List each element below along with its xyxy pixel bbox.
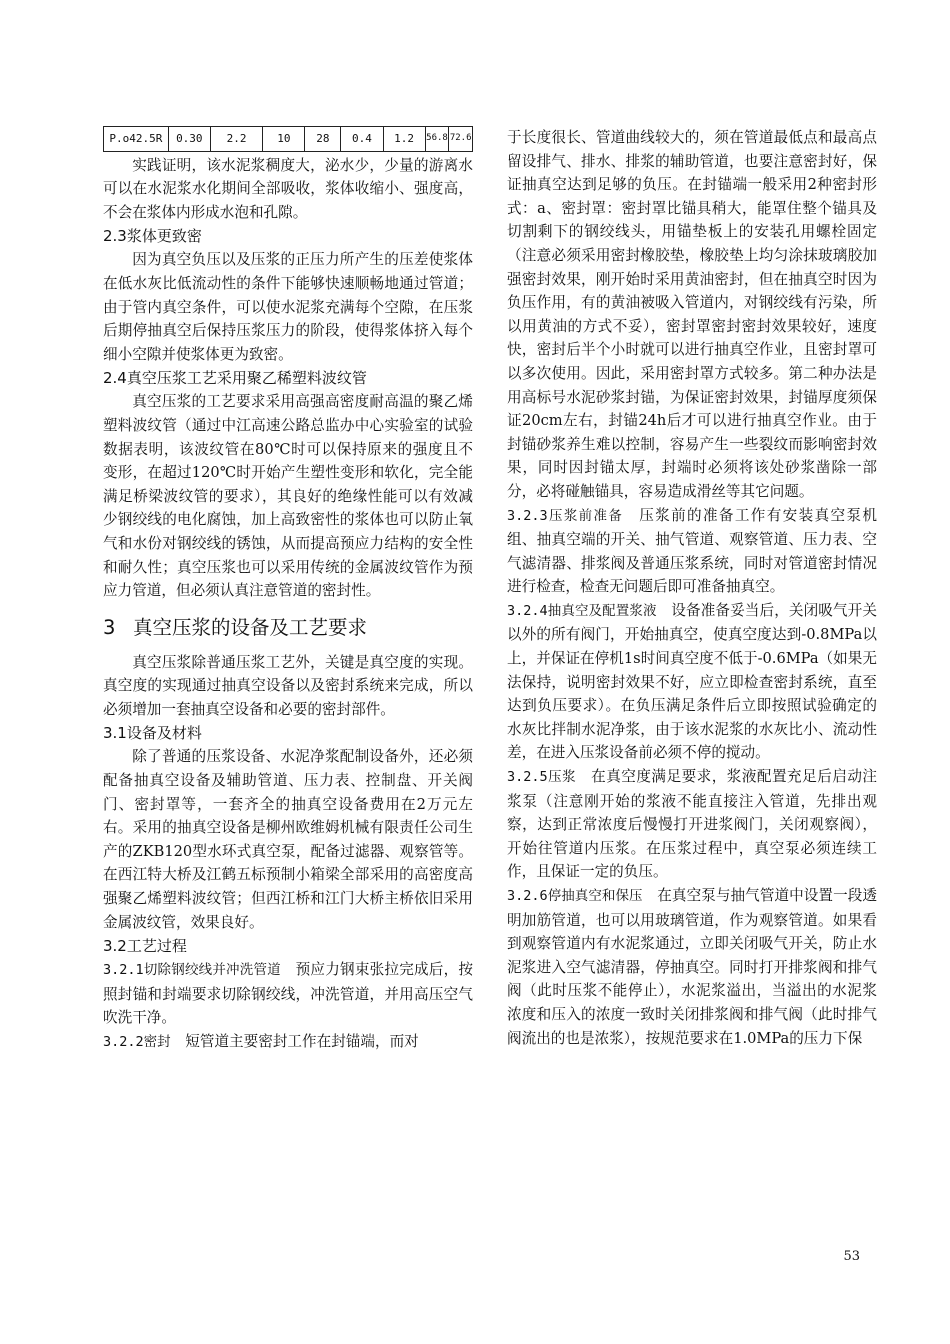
subsection-heading: 2.3浆体更致密 xyxy=(103,227,202,246)
table-cell: 0.4 xyxy=(341,127,383,152)
paragraph: 因为真空负压以及压浆的正压力所产生的压差使浆体在低水灰比低流动性的条件下能够快速顺畅地通过管道；由于管内真空条件，可以使水泥浆充满每个空隙，在压浆后期停抽真空后保持压浆压力的阶段，使得浆体挤入每个细小空隙并使浆体更为致密。 xyxy=(103,251,473,363)
table-cell: 10 xyxy=(263,127,305,152)
table-row xyxy=(104,127,473,152)
paragraph: 除了普通的压浆设备、水泥净浆配制设备外，还必须配备抽真空设备及辅助管道、压力表、控制盘、开关阀门、密封罩等，一套齐全的抽真空设备费用在2万元左右。采用的抽真空设备是柳州欧维姆机械有限责任公司生产的ZKB120型水环式真空泵，配备过滤器、观察管等。在西江特大桥及江鹤五标预制小箱梁全部采用的高密度高强聚乙烯塑料波纹管；但西江桥和江门大桥主桥依旧采用金属波纹管，效果良好。 xyxy=(103,748,473,931)
step-heading: 3.2.3压浆前准备 xyxy=(507,507,624,524)
step-heading: 3.2.1切除钢绞线并冲洗管道 xyxy=(103,962,281,979)
subsection-heading: 3.2工艺过程 xyxy=(103,937,187,956)
page-number: 53 xyxy=(843,1249,860,1264)
paragraph xyxy=(507,884,877,1050)
table-cell: 72.6 xyxy=(449,127,473,152)
right-column xyxy=(507,126,877,1050)
section-heading xyxy=(103,613,473,643)
paragraph: 真空压浆除普通压浆工艺外，关键是真空度的实现。真空度的实现通过抽真空设备以及密封系统来完成，所以必须增加一套抽真空设备和必要的密封部件。 xyxy=(103,653,473,718)
step-heading: 3.2.6停抽真空和保压 xyxy=(507,888,643,904)
table-cell: 0.30 xyxy=(168,127,210,152)
paragraph xyxy=(103,1030,473,1055)
left-column xyxy=(103,126,473,1055)
mix-proportion-table xyxy=(103,126,473,152)
table-cell: 2.2 xyxy=(210,127,262,152)
step-text: 短管道主要密封工作在封锚端，而对 xyxy=(185,1033,419,1050)
step-text: 设备准备妥当后，关闭吸气开关以外的所有阀门，开始抽真空，使真空度达到-0.8MPa以上，并保证在停机1s时间真空度不低于-0.6MPa（如果无法保持，说明密封效果不好，应立即检查密封系统，直至达到负压要求）。在负压满足条件后立即按照试验确定的水灰比拌制水泥净浆，由于该水泥浆的水灰比小、流动性差，在进入压浆设备前必须不停的搅动。 xyxy=(507,601,877,762)
paragraph: 真空压浆的工艺要求采用高强高密度耐高温的聚乙烯塑料波纹管（通过中江高速公路总监办中心实验室的试验数据表明，该波纹管在80℃时可以保持原来的强度且不变形，在超过120℃时开始产生塑性变形和软化，完全能满足桥梁波纹管的要求），其良好的绝缘性能可以有效减少钢绞线的电化腐蚀，加上高致密性的浆体也可以防止氧气和水份对钢绞线的锈蚀，从而提高预应力结构的安全性和耐久性；真空压浆也可以采用传统的金属波纹管作为预应力管道，但必须认真注意管道的密封性。 xyxy=(103,393,473,600)
paragraph xyxy=(507,599,877,765)
subsection-heading: 2.4真空压浆工艺采用聚乙稀塑料波纹管 xyxy=(103,369,367,388)
step-heading: 3.2.5压浆 xyxy=(507,769,577,786)
table-cell: P.o42.5R xyxy=(104,127,169,152)
section-title: 真空压浆的设备及工艺要求 xyxy=(133,615,368,639)
table-cell: 28 xyxy=(305,127,341,152)
paragraph: 实践证明，该水泥浆稠度大，泌水少，少量的游离水可以在水泥浆水化期间全部吸收，浆体收缩小、强度高，不会在浆体内形成水泡和孔隙。 xyxy=(103,156,473,221)
paragraph xyxy=(507,765,877,884)
step-heading: 3.2.4抽真空及配置浆液 xyxy=(507,602,657,619)
step-text: 预应力钢束张拉完成后，按照封锚和封端要求切除钢绞线，冲洗管道，并用高压空气吹洗干净。 xyxy=(103,961,473,1027)
section-number: 3 xyxy=(103,615,116,639)
paragraph xyxy=(507,504,877,599)
step-text: 在真空泵与抽气管道中设置一段透明加筋管道，也可以用玻璃管道，作为观察管道。如果看到观察管道内有水泥浆通过，立即关闭吸气开关，防止水泥浆进入空气滤清器，停抽真空。同时打开排浆阀和排气阀（此时压浆不能停止），水泥浆溢出，当溢出的水泥浆浓度和压入的浓度一致时关闭排浆阀和排气阀（此时排气阀流出的也是浓浆），按规范要求在1.0MPa的压力下保 xyxy=(507,887,877,1047)
step-text: 在真空度满足要求，浆液配置充足后启动注浆泵（注意刚开始的浆液不能直接注入管道，先排出观察，达到正常浓度后慢慢打开进浆阀门，关闭观察阀），开始往管道内压浆。在压浆过程中，真空泵必须连续工作，且保证一定的负压。 xyxy=(507,768,877,881)
table-cell: 1.2 xyxy=(383,127,425,152)
subsection-heading: 3.1设备及材料 xyxy=(103,724,202,743)
step-heading: 3.2.2密封 xyxy=(103,1034,171,1050)
step-text: 压浆前的准备工作有安装真空泵机组、抽真空端的开关、抽气管道、观察管道、压力表、空气滤清器、排浆阀及普通压浆系统，同时对管道密封情况进行检查，检查无问题后即可准备抽真空。 xyxy=(507,506,877,596)
table-cell: 56.8 xyxy=(425,127,449,152)
paragraph xyxy=(103,958,473,1030)
paragraph: 于长度很长、管道曲线较大的，须在管道最低点和最高点留设排气、排水、排浆的辅助管道，也要注意密封好，保证抽真空达到足够的负压。在封锚端一般采用2种密封形式：a、密封罩：密封罩比锚具稍大，能罩住整个锚具及切割剩下的钢绞线头，用锚垫板上的安装孔用螺栓固定（注意必须采用密封橡胶垫，橡胶垫上均匀涂抹玻璃胶加强密封效果，刚开始时采用黄油密封，但在抽真空时因为负压作用，有的黄油被吸入管道内，对钢绞线有污染，所以用黄油的方式不妥），密封罩密封密封效果较好，速度快，密封后半个小时就可以进行抽真空作业，且密封罩可以多次使用。因此，采用密封罩方式较多。第二种办法是用高标号水泥砂浆封锚，为保证密封效果，封锚厚度须保证20cm左右，封锚24h后才可以进行抽真空作业。由于封锚砂浆养生难以控制，容易产生一些裂纹而影响密封效果，同时因封锚太厚，封端时必须将该处砂浆凿除一部分，必将碰触锚具，容易造成滑丝等其它问题。 xyxy=(507,129,877,500)
